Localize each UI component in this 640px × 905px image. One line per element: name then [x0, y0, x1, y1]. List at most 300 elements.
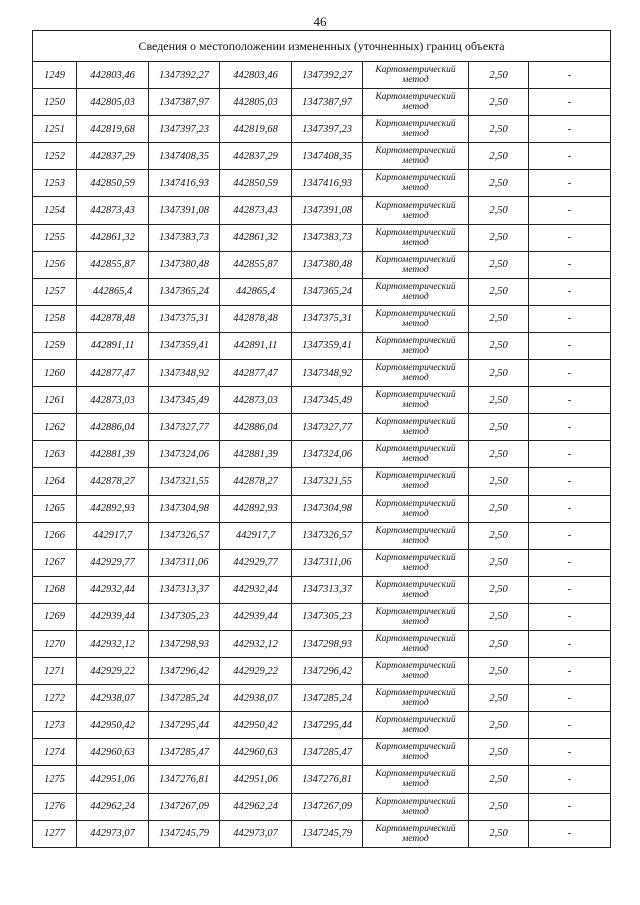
existing-x-cell: 442865,4 — [77, 278, 149, 305]
updated-y-cell: 1347321,55 — [292, 468, 363, 495]
existing-y-cell: 1347296,42 — [149, 658, 220, 685]
existing-x-cell: 442950,42 — [77, 712, 149, 739]
note-cell: - — [529, 62, 611, 89]
method-cell — [363, 197, 469, 224]
method-line-1: Картометрический — [375, 281, 456, 292]
method-cell — [363, 387, 469, 414]
note-cell: - — [529, 766, 611, 793]
updated-x-cell: 442892,93 — [220, 495, 292, 522]
table-row — [33, 143, 611, 170]
method-cell — [363, 468, 469, 495]
note-cell: - — [529, 170, 611, 197]
method-cell — [363, 441, 469, 468]
point-number-cell: 1269 — [33, 603, 77, 630]
table-row — [33, 224, 611, 251]
existing-y-cell: 1347359,41 — [149, 332, 220, 359]
accuracy-cell: 2,50 — [469, 116, 529, 143]
point-number-cell: 1265 — [33, 495, 77, 522]
point-number-cell: 1261 — [33, 387, 77, 414]
updated-y-cell: 1347380,48 — [292, 251, 363, 278]
existing-y-cell: 1347285,47 — [149, 739, 220, 766]
note-cell: - — [529, 305, 611, 332]
note-cell: - — [529, 360, 611, 387]
updated-x-cell: 442932,44 — [220, 576, 292, 603]
method-line-2: метод — [402, 752, 429, 763]
accuracy-cell: 2,50 — [469, 414, 529, 441]
method-line-2: метод — [402, 671, 429, 682]
method-line-1: Картометрический — [375, 742, 456, 753]
method-cell — [363, 603, 469, 630]
method-line-2: метод — [402, 291, 429, 302]
method-cell — [363, 89, 469, 116]
existing-x-cell: 442861,32 — [77, 224, 149, 251]
existing-x-cell: 442873,43 — [77, 197, 149, 224]
accuracy-cell: 2,50 — [469, 468, 529, 495]
note-cell: - — [529, 251, 611, 278]
updated-y-cell: 1347295,44 — [292, 712, 363, 739]
method-line-2: метод — [402, 427, 429, 438]
note-cell: - — [529, 522, 611, 549]
accuracy-cell: 2,50 — [469, 197, 529, 224]
updated-x-cell: 442962,24 — [220, 793, 292, 820]
updated-y-cell: 1347345,49 — [292, 387, 363, 414]
method-line-1: Картометрический — [375, 796, 456, 807]
updated-x-cell: 442850,59 — [220, 170, 292, 197]
updated-x-cell: 442865,4 — [220, 278, 292, 305]
table-row — [33, 603, 611, 630]
note-cell: - — [529, 712, 611, 739]
method-line-2: метод — [402, 508, 429, 519]
updated-x-cell: 442873,03 — [220, 387, 292, 414]
page-number: 46 — [313, 14, 327, 29]
table-row — [33, 495, 611, 522]
accuracy-cell: 2,50 — [469, 549, 529, 576]
existing-x-cell: 442929,77 — [77, 549, 149, 576]
table-row — [33, 414, 611, 441]
method-line-2: метод — [402, 373, 429, 384]
method-cell — [363, 278, 469, 305]
updated-y-cell: 1347327,77 — [292, 414, 363, 441]
existing-y-cell: 1347326,57 — [149, 522, 220, 549]
existing-y-cell: 1347391,08 — [149, 197, 220, 224]
table-row — [33, 197, 611, 224]
updated-y-cell: 1347365,24 — [292, 278, 363, 305]
method-line-2: метод — [402, 806, 429, 817]
note-cell: - — [529, 197, 611, 224]
method-line-1: Картометрический — [375, 525, 456, 536]
updated-x-cell: 442917,7 — [220, 522, 292, 549]
method-line-2: метод — [402, 264, 429, 275]
method-line-1: Картометрический — [375, 200, 456, 211]
note-cell: - — [529, 549, 611, 576]
existing-y-cell: 1347313,37 — [149, 576, 220, 603]
method-line-1: Картометрический — [375, 390, 456, 401]
existing-x-cell: 442881,39 — [77, 441, 149, 468]
point-number-cell: 1273 — [33, 712, 77, 739]
updated-y-cell: 1347305,23 — [292, 603, 363, 630]
table-body — [33, 62, 611, 848]
method-line-1: Картометрический — [375, 634, 456, 645]
existing-x-cell: 442962,24 — [77, 793, 149, 820]
point-number-cell: 1262 — [33, 414, 77, 441]
accuracy-cell: 2,50 — [469, 793, 529, 820]
note-cell: - — [529, 224, 611, 251]
table-row — [33, 62, 611, 89]
point-number-cell: 1271 — [33, 658, 77, 685]
existing-x-cell: 442877,47 — [77, 360, 149, 387]
accuracy-cell: 2,50 — [469, 224, 529, 251]
existing-x-cell: 442960,63 — [77, 739, 149, 766]
accuracy-cell: 2,50 — [469, 62, 529, 89]
note-cell: - — [529, 739, 611, 766]
updated-x-cell: 442938,07 — [220, 685, 292, 712]
table-row — [33, 305, 611, 332]
method-cell — [363, 495, 469, 522]
method-line-2: метод — [402, 481, 429, 492]
table-row — [33, 332, 611, 359]
method-line-1: Картометрический — [375, 173, 456, 184]
existing-y-cell: 1347383,73 — [149, 224, 220, 251]
note-cell: - — [529, 116, 611, 143]
accuracy-cell: 2,50 — [469, 658, 529, 685]
updated-y-cell: 1347245,79 — [292, 820, 363, 847]
updated-y-cell: 1347392,27 — [292, 62, 363, 89]
note-cell: - — [529, 658, 611, 685]
existing-y-cell: 1347408,35 — [149, 143, 220, 170]
updated-y-cell: 1347285,47 — [292, 739, 363, 766]
existing-y-cell: 1347298,93 — [149, 630, 220, 657]
existing-x-cell: 442819,68 — [77, 116, 149, 143]
method-cell — [363, 793, 469, 820]
updated-y-cell: 1347387,97 — [292, 89, 363, 116]
existing-x-cell: 442850,59 — [77, 170, 149, 197]
table-row — [33, 387, 611, 414]
updated-y-cell: 1347304,98 — [292, 495, 363, 522]
updated-x-cell: 442837,29 — [220, 143, 292, 170]
point-number-cell: 1253 — [33, 170, 77, 197]
method-line-2: метод — [402, 535, 429, 546]
method-line-1: Картометрический — [375, 715, 456, 726]
method-line-1: Картометрический — [375, 688, 456, 699]
updated-x-cell: 442973,07 — [220, 820, 292, 847]
updated-y-cell: 1347285,24 — [292, 685, 363, 712]
point-number-cell: 1258 — [33, 305, 77, 332]
updated-x-cell: 442805,03 — [220, 89, 292, 116]
updated-x-cell: 442932,12 — [220, 630, 292, 657]
method-cell — [363, 739, 469, 766]
existing-y-cell: 1347285,24 — [149, 685, 220, 712]
updated-x-cell: 442878,48 — [220, 305, 292, 332]
point-number-cell: 1263 — [33, 441, 77, 468]
method-cell — [363, 251, 469, 278]
updated-x-cell: 442881,39 — [220, 441, 292, 468]
method-cell — [363, 360, 469, 387]
table-row — [33, 441, 611, 468]
method-cell — [363, 332, 469, 359]
point-number-cell: 1267 — [33, 549, 77, 576]
updated-x-cell: 442939,44 — [220, 603, 292, 630]
note-cell: - — [529, 603, 611, 630]
updated-y-cell: 1347324,06 — [292, 441, 363, 468]
method-line-1: Картометрический — [375, 606, 456, 617]
existing-y-cell: 1347304,98 — [149, 495, 220, 522]
existing-y-cell: 1347311,06 — [149, 549, 220, 576]
existing-x-cell: 442917,7 — [77, 522, 149, 549]
updated-y-cell: 1347311,06 — [292, 549, 363, 576]
table-title: Сведения о местоположении измененных (уточненных) границ объекта — [33, 31, 611, 62]
existing-y-cell: 1347267,09 — [149, 793, 220, 820]
accuracy-cell: 2,50 — [469, 441, 529, 468]
updated-x-cell: 442929,77 — [220, 549, 292, 576]
accuracy-cell: 2,50 — [469, 305, 529, 332]
table-row — [33, 170, 611, 197]
method-line-2: метод — [402, 129, 429, 140]
method-line-2: метод — [402, 833, 429, 844]
method-line-1: Картометрический — [375, 498, 456, 509]
updated-x-cell: 442929,22 — [220, 658, 292, 685]
point-number-cell: 1257 — [33, 278, 77, 305]
accuracy-cell: 2,50 — [469, 603, 529, 630]
note-cell: - — [529, 576, 611, 603]
note-cell: - — [529, 685, 611, 712]
method-line-2: метод — [402, 454, 429, 465]
method-line-1: Картометрический — [375, 146, 456, 157]
method-line-1: Картометрический — [375, 471, 456, 482]
existing-y-cell: 1347375,31 — [149, 305, 220, 332]
updated-x-cell: 442819,68 — [220, 116, 292, 143]
method-line-1: Картометрический — [375, 119, 456, 130]
point-number-cell: 1254 — [33, 197, 77, 224]
table-row — [33, 630, 611, 657]
table-row — [33, 712, 611, 739]
boundary-coordinates-table — [32, 30, 611, 848]
table-row — [33, 658, 611, 685]
existing-y-cell: 1347348,92 — [149, 360, 220, 387]
existing-y-cell: 1347345,49 — [149, 387, 220, 414]
method-line-1: Картометрический — [375, 661, 456, 672]
note-cell: - — [529, 820, 611, 847]
method-cell — [363, 224, 469, 251]
method-line-1: Картометрический — [375, 363, 456, 374]
existing-y-cell: 1347365,24 — [149, 278, 220, 305]
method-line-1: Картометрический — [375, 254, 456, 265]
method-line-2: метод — [402, 589, 429, 600]
method-line-1: Картометрический — [375, 335, 456, 346]
point-number-cell: 1252 — [33, 143, 77, 170]
updated-y-cell: 1347267,09 — [292, 793, 363, 820]
updated-x-cell: 442950,42 — [220, 712, 292, 739]
existing-x-cell: 442892,93 — [77, 495, 149, 522]
existing-y-cell: 1347416,93 — [149, 170, 220, 197]
method-line-2: метод — [402, 779, 429, 790]
table-row — [33, 116, 611, 143]
existing-y-cell: 1347324,06 — [149, 441, 220, 468]
point-number-cell: 1264 — [33, 468, 77, 495]
note-cell: - — [529, 630, 611, 657]
point-number-cell: 1275 — [33, 766, 77, 793]
method-line-2: метод — [402, 183, 429, 194]
note-cell: - — [529, 414, 611, 441]
method-cell — [363, 658, 469, 685]
updated-x-cell: 442855,87 — [220, 251, 292, 278]
boundary-table-container — [32, 30, 610, 848]
existing-x-cell: 442837,29 — [77, 143, 149, 170]
existing-y-cell: 1347392,27 — [149, 62, 220, 89]
existing-y-cell: 1347295,44 — [149, 712, 220, 739]
updated-x-cell: 442877,47 — [220, 360, 292, 387]
method-cell — [363, 576, 469, 603]
updated-x-cell: 442891,11 — [220, 332, 292, 359]
updated-y-cell: 1347326,57 — [292, 522, 363, 549]
existing-x-cell: 442878,48 — [77, 305, 149, 332]
updated-y-cell: 1347391,08 — [292, 197, 363, 224]
accuracy-cell: 2,50 — [469, 739, 529, 766]
accuracy-cell: 2,50 — [469, 685, 529, 712]
updated-y-cell: 1347397,23 — [292, 116, 363, 143]
existing-x-cell: 442938,07 — [77, 685, 149, 712]
note-cell: - — [529, 793, 611, 820]
note-cell: - — [529, 387, 611, 414]
accuracy-cell: 2,50 — [469, 820, 529, 847]
point-number-cell: 1274 — [33, 739, 77, 766]
updated-x-cell: 442886,04 — [220, 414, 292, 441]
method-cell — [363, 549, 469, 576]
method-cell — [363, 685, 469, 712]
existing-x-cell: 442973,07 — [77, 820, 149, 847]
existing-x-cell: 442805,03 — [77, 89, 149, 116]
accuracy-cell: 2,50 — [469, 576, 529, 603]
updated-x-cell: 442960,63 — [220, 739, 292, 766]
accuracy-cell: 2,50 — [469, 143, 529, 170]
method-line-1: Картометрический — [375, 823, 456, 834]
method-cell — [363, 305, 469, 332]
method-cell — [363, 62, 469, 89]
point-number-cell: 1268 — [33, 576, 77, 603]
updated-y-cell: 1347416,93 — [292, 170, 363, 197]
existing-y-cell: 1347245,79 — [149, 820, 220, 847]
existing-x-cell: 442873,03 — [77, 387, 149, 414]
updated-y-cell: 1347383,73 — [292, 224, 363, 251]
updated-x-cell: 442873,43 — [220, 197, 292, 224]
updated-y-cell: 1347276,81 — [292, 766, 363, 793]
table-row — [33, 522, 611, 549]
method-line-1: Картометрический — [375, 444, 456, 455]
method-line-1: Картометрический — [375, 227, 456, 238]
method-cell — [363, 170, 469, 197]
existing-x-cell: 442932,12 — [77, 630, 149, 657]
method-line-2: метод — [402, 156, 429, 167]
method-line-2: метод — [402, 345, 429, 356]
updated-x-cell: 442951,06 — [220, 766, 292, 793]
table-row — [33, 251, 611, 278]
method-line-2: метод — [402, 698, 429, 709]
note-cell: - — [529, 468, 611, 495]
method-line-2: метод — [402, 400, 429, 411]
point-number-cell: 1270 — [33, 630, 77, 657]
point-number-cell: 1249 — [33, 62, 77, 89]
existing-y-cell: 1347276,81 — [149, 766, 220, 793]
existing-x-cell: 442803,46 — [77, 62, 149, 89]
point-number-cell: 1277 — [33, 820, 77, 847]
updated-y-cell: 1347408,35 — [292, 143, 363, 170]
table-row — [33, 89, 611, 116]
method-line-1: Картометрический — [375, 308, 456, 319]
updated-y-cell: 1347298,93 — [292, 630, 363, 657]
updated-y-cell: 1347296,42 — [292, 658, 363, 685]
method-line-1: Картометрический — [375, 579, 456, 590]
updated-y-cell: 1347375,31 — [292, 305, 363, 332]
updated-x-cell: 442803,46 — [220, 62, 292, 89]
point-number-cell: 1260 — [33, 360, 77, 387]
existing-x-cell: 442855,87 — [77, 251, 149, 278]
existing-x-cell: 442878,27 — [77, 468, 149, 495]
accuracy-cell: 2,50 — [469, 251, 529, 278]
existing-y-cell: 1347321,55 — [149, 468, 220, 495]
note-cell: - — [529, 332, 611, 359]
note-cell: - — [529, 89, 611, 116]
updated-y-cell: 1347348,92 — [292, 360, 363, 387]
existing-y-cell: 1347327,77 — [149, 414, 220, 441]
point-number-cell: 1251 — [33, 116, 77, 143]
table-row — [33, 739, 611, 766]
existing-x-cell: 442932,44 — [77, 576, 149, 603]
method-cell — [363, 712, 469, 739]
method-cell — [363, 630, 469, 657]
table-row — [33, 576, 611, 603]
updated-x-cell: 442878,27 — [220, 468, 292, 495]
accuracy-cell: 2,50 — [469, 360, 529, 387]
updated-x-cell: 442861,32 — [220, 224, 292, 251]
note-cell: - — [529, 495, 611, 522]
note-cell: - — [529, 278, 611, 305]
point-number-cell: 1255 — [33, 224, 77, 251]
existing-x-cell: 442929,22 — [77, 658, 149, 685]
method-line-1: Картометрический — [375, 65, 456, 76]
existing-y-cell: 1347387,97 — [149, 89, 220, 116]
existing-x-cell: 442891,11 — [77, 332, 149, 359]
method-line-1: Картометрический — [375, 552, 456, 563]
table-row — [33, 793, 611, 820]
updated-y-cell: 1347359,41 — [292, 332, 363, 359]
point-number-cell: 1272 — [33, 685, 77, 712]
point-number-cell: 1259 — [33, 332, 77, 359]
method-line-2: метод — [402, 725, 429, 736]
method-cell — [363, 414, 469, 441]
accuracy-cell: 2,50 — [469, 278, 529, 305]
note-cell: - — [529, 441, 611, 468]
existing-x-cell: 442939,44 — [77, 603, 149, 630]
accuracy-cell: 2,50 — [469, 89, 529, 116]
accuracy-cell: 2,50 — [469, 630, 529, 657]
method-line-2: метод — [402, 75, 429, 86]
table-row — [33, 278, 611, 305]
table-row — [33, 820, 611, 847]
accuracy-cell: 2,50 — [469, 522, 529, 549]
method-line-2: метод — [402, 644, 429, 655]
updated-y-cell: 1347313,37 — [292, 576, 363, 603]
method-cell — [363, 143, 469, 170]
method-line-1: Картометрический — [375, 417, 456, 428]
table-title-row — [33, 31, 611, 62]
accuracy-cell: 2,50 — [469, 170, 529, 197]
accuracy-cell: 2,50 — [469, 495, 529, 522]
accuracy-cell: 2,50 — [469, 332, 529, 359]
method-line-1: Картометрический — [375, 769, 456, 780]
method-line-2: метод — [402, 562, 429, 573]
method-line-1: Картометрический — [375, 92, 456, 103]
existing-y-cell: 1347380,48 — [149, 251, 220, 278]
table-row — [33, 360, 611, 387]
